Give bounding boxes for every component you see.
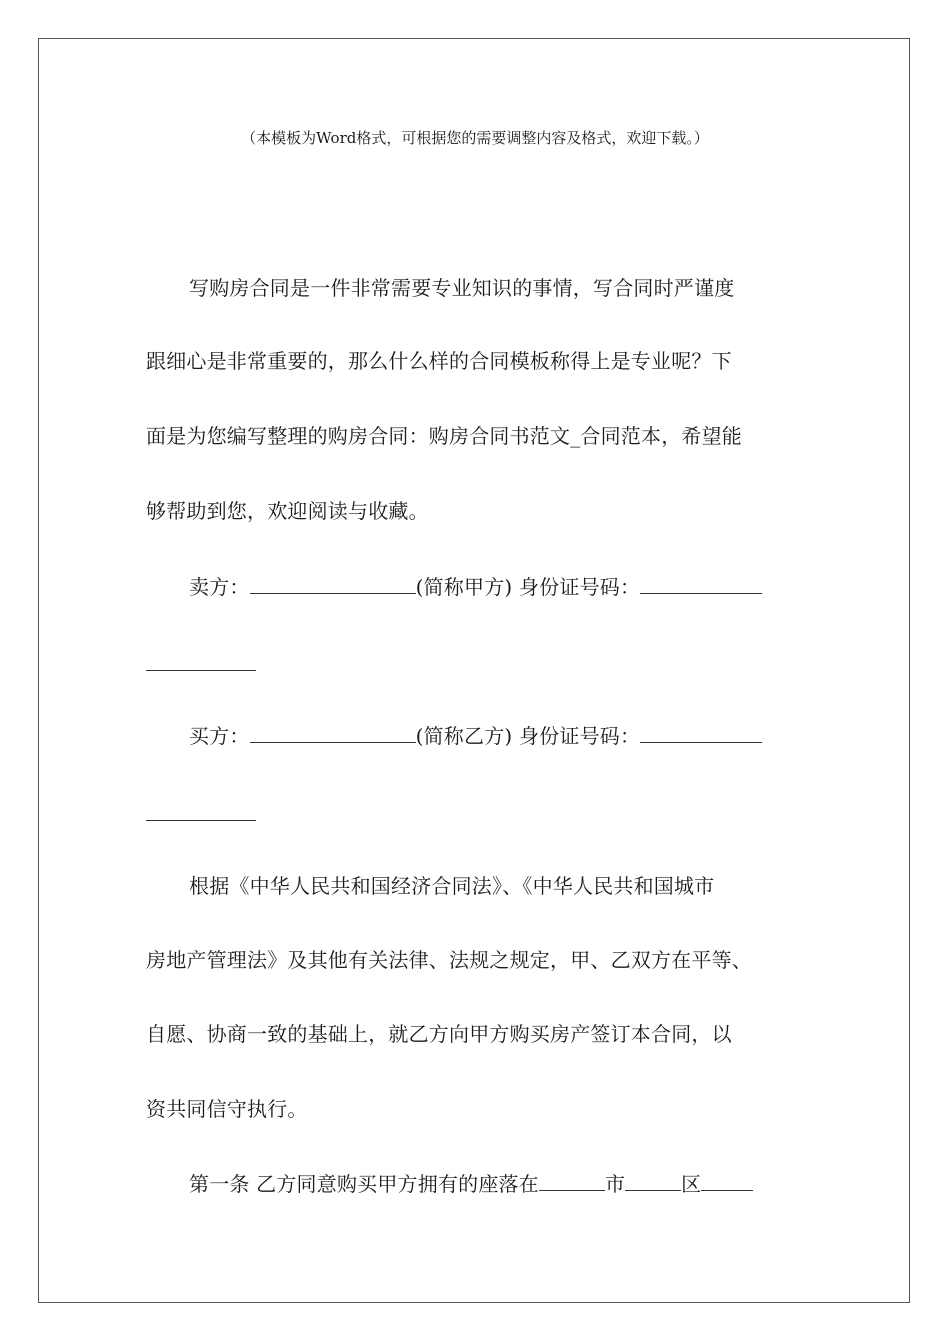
article-1-city: 市: [604, 1172, 626, 1196]
basis-line-1: 根据《中华人民共和国经济合同法》、《中华人民共和国城市: [189, 874, 715, 898]
template-note: （本模板为Word格式，可根据您的需要调整内容及格式，欢迎下载。）: [241, 129, 709, 147]
seller-line: [189, 572, 806, 602]
basis-line-2: 房地产管理法》及其他有关法律、法规之规定，甲、乙双方在平等、: [146, 948, 752, 972]
buyer-line: [189, 721, 806, 751]
buyer-id-label: 身份证号码：: [518, 724, 641, 748]
article-1-district: 区: [681, 1172, 702, 1196]
seller-label: 卖方：: [189, 575, 250, 599]
district-blank[interactable]: [701, 1170, 753, 1191]
seller-id-blank[interactable]: [640, 573, 762, 594]
intro-line-2: 跟细心是非常重要的，那么什么样的合同模板称得上是专业呢？下: [146, 349, 732, 373]
district-prefix-blank[interactable]: [625, 1170, 681, 1191]
article-1-line: [189, 1169, 806, 1199]
buyer-abbr: (简称乙方): [415, 724, 513, 748]
article-1-lead: 第一条 乙方同意购买甲方拥有的座落在: [189, 1172, 539, 1196]
buyer-id-blank-continued[interactable]: [146, 820, 256, 821]
intro-line-3: 面是为您编写整理的购房合同：购房合同书范文_合同范本，希望能: [146, 424, 742, 448]
seller-abbr: (简称甲方): [415, 575, 513, 599]
seller-id-label: 身份证号码：: [518, 575, 641, 599]
basis-line-4: 资共同信守执行。: [146, 1097, 308, 1121]
city-blank[interactable]: [539, 1170, 605, 1191]
basis-line-3: 自愿、协商一致的基础上，就乙方向甲方购买房产签订本合同，以: [146, 1022, 732, 1046]
seller-id-blank-continued[interactable]: [146, 670, 256, 671]
buyer-name-blank[interactable]: [250, 722, 416, 743]
intro-line-4: 够帮助到您，欢迎阅读与收藏。: [146, 499, 429, 523]
seller-name-blank[interactable]: [250, 573, 416, 594]
buyer-label: 买方：: [189, 724, 250, 748]
intro-line-1: 写购房合同是一件非常需要专业知识的事情，写合同时严谨度: [189, 276, 735, 300]
buyer-id-blank[interactable]: [640, 722, 762, 743]
